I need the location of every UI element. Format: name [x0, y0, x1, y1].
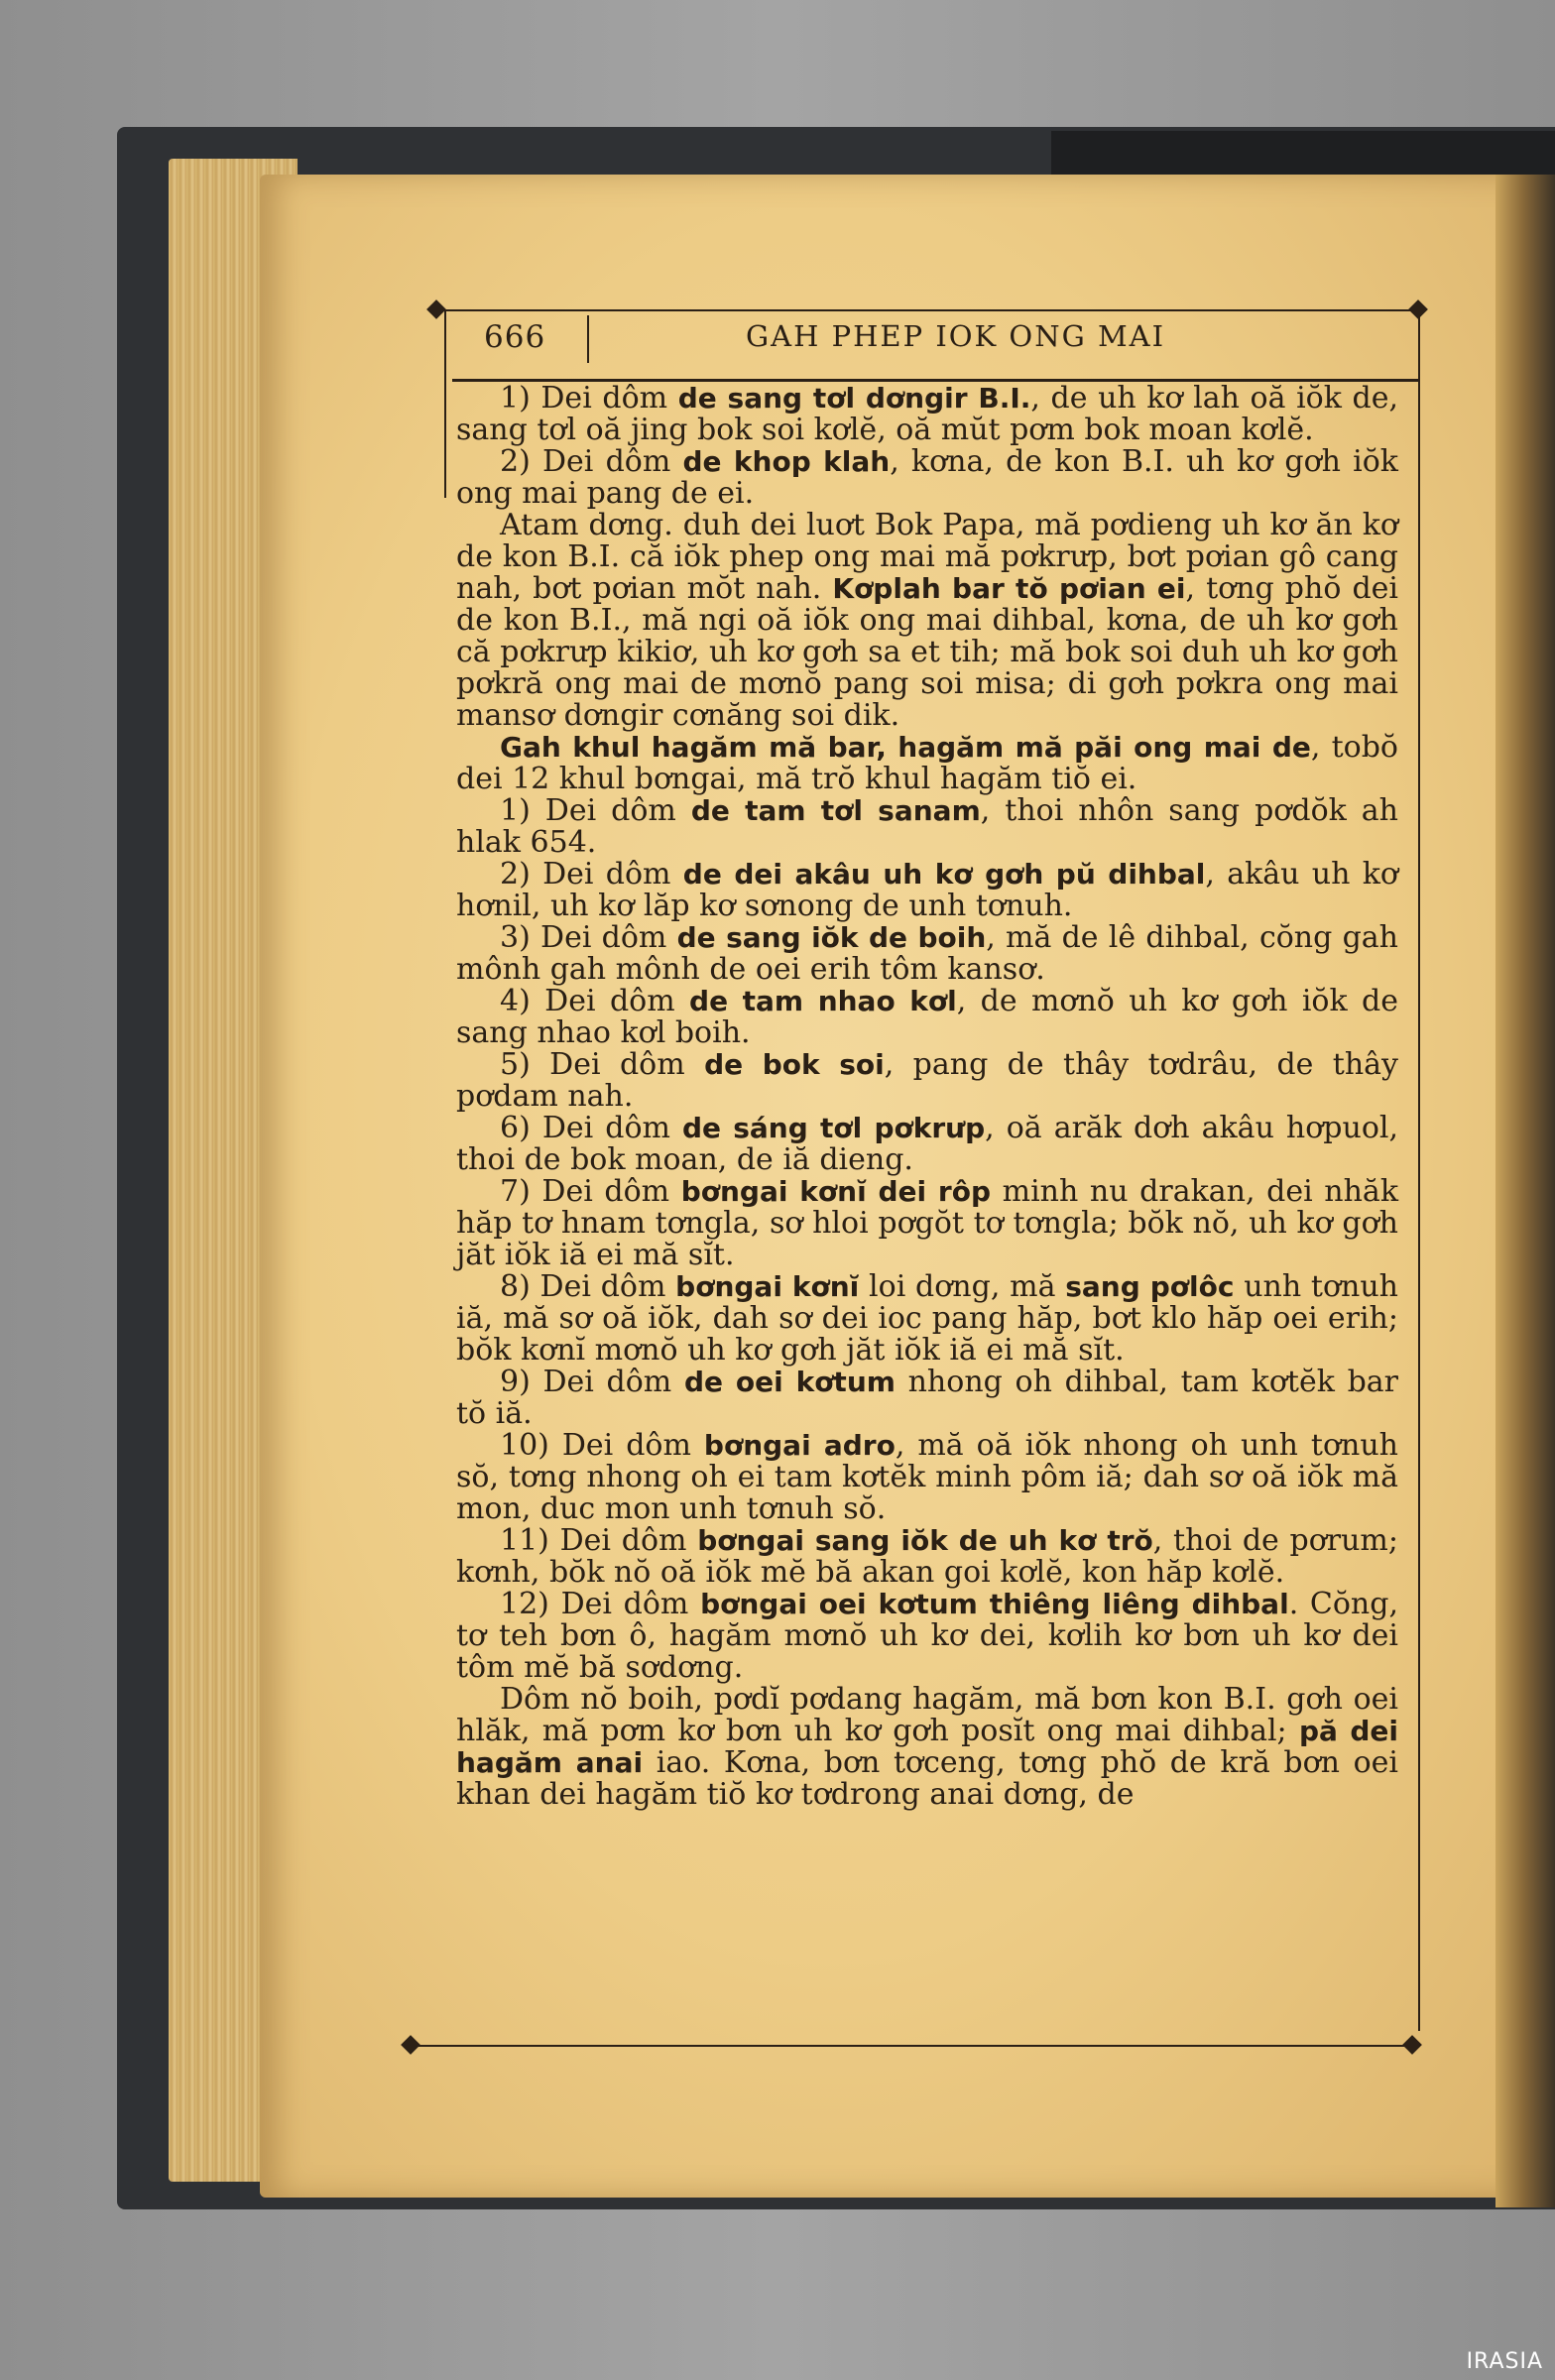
frame-left-rule — [444, 311, 446, 498]
book-cover-top-edge — [1051, 131, 1555, 175]
bold-phrase: bơngai oei kơtum thiêng liêng dihbal — [700, 1588, 1289, 1620]
page-body-text — [456, 383, 1398, 1811]
bold-phrase: de sáng tơl pơkrưp — [681, 1112, 986, 1144]
text-run: , mă de lê dihbal, cŏng gah mônh gah mônh de oei erih tôm kansơ. — [456, 920, 1398, 987]
bold-phrase: de dei akâu uh kơ gơh pŭ dihbal — [682, 858, 1206, 891]
paragraph — [456, 446, 1398, 510]
text-run: 7) Dei dôm — [500, 1174, 681, 1209]
bold-phrase: de tam nhao kơl — [689, 985, 957, 1017]
frame-top-rule — [436, 309, 1418, 311]
text-run: , de uh kơ lah oă iŏk de, sang tơl oă jing bok soi kơlĕ, oă mŭt pơm bok moan kơlĕ. — [456, 381, 1398, 447]
paragraph — [456, 1113, 1398, 1176]
text-run: 5) Dei dôm — [500, 1047, 705, 1082]
text-run: . Cŏng, tơ teh bơn ô, hagăm mơnŏ uh kơ dei, kơlih kơ bơn uh kơ dei tôm mĕ bă sơdơng. — [456, 1587, 1398, 1685]
paragraph — [456, 510, 1398, 732]
bold-phrase: de oei kơtum — [683, 1366, 896, 1398]
text-run: 4) Dei dôm — [500, 984, 690, 1018]
text-run: 2) Dei dôm — [500, 857, 683, 892]
bold-phrase: de sang tơl dơngir B.I. — [677, 382, 1031, 415]
paragraph — [456, 1176, 1398, 1271]
text-run: , de mơnŏ uh kơ gơh iŏk de sang nhao kơl boih. — [456, 984, 1398, 1050]
text-run: 1) Dei dôm — [500, 793, 691, 828]
paragraph — [456, 1525, 1398, 1589]
bold-phrase: de tam tơl sanam — [690, 794, 981, 827]
frame-bottom-rule — [411, 2045, 1412, 2047]
bold-phrase: sang pơlôc — [1065, 1270, 1235, 1303]
bold-phrase: de khop klah — [682, 445, 891, 478]
paragraph — [456, 383, 1398, 446]
paragraph — [456, 859, 1398, 922]
text-run: 11) Dei dôm — [500, 1523, 698, 1558]
book-gutter — [1495, 175, 1555, 2207]
page-number: 666 — [484, 319, 546, 355]
text-run: Dôm nŏ boih, pơdĭ pơdang hagăm, mă bơn kon B.I. gơh oei hlăk, mă pơm kơ bơn uh kơ gơh posĭt ong mai dihbal; — [456, 1682, 1398, 1748]
bold-phrase: bơngai kơnĭ — [675, 1270, 860, 1303]
text-run: , akâu uh kơ hơnil, uh kơ lăp kơ sơnong de unh tơnuh. — [456, 857, 1398, 923]
text-run: 1) Dei dôm — [500, 381, 678, 416]
text-run: Atam dơng. duh dei luơt Bok Papa, mă pơdieng uh kơ ăn kơ de kon B.I. că iŏk phep ong mai mă pơkrưp, bơt pơian gô cang nah, bơt pơian mŏt nah. — [456, 508, 1398, 606]
text-run: , thoi de pơrum; kơnh, bŏk nŏ oă iŏk mĕ bă akan goi kơlĕ, kon hăp kơlĕ. — [456, 1523, 1398, 1590]
header-separator — [587, 315, 589, 363]
paragraph — [456, 1271, 1398, 1367]
text-run: iao. Kơna, bơn tơceng, tơng phŏ de kră bơn oei khan dei hagăm tiŏ kơ tơdrong anai dơng, de — [456, 1745, 1399, 1812]
paragraph — [456, 795, 1398, 859]
paragraph — [456, 1684, 1398, 1811]
text-run: 3) Dei dôm — [500, 920, 677, 955]
paragraph — [456, 922, 1398, 986]
text-run: 10) Dei dôm — [500, 1428, 704, 1463]
paragraph — [456, 1589, 1398, 1684]
text-run: , kơna, de kon B.I. uh kơ gơh iŏk ong mai pang de ei. — [456, 444, 1398, 511]
paragraph — [456, 1430, 1398, 1525]
paragraph — [456, 986, 1398, 1049]
frame-right-rule — [1418, 311, 1420, 2031]
text-run: loi dơng, mă — [859, 1269, 1066, 1304]
text-run: unh tơnuh iă, mă sơ oă iŏk, dah sơ dei ioc pang hăp, bơt klo hăp oei erih; bŏk kơnĭ mơnŏ uh kơ gơh jăt iŏk iă ei mă sĭt. — [456, 1269, 1398, 1368]
text-run: , pang de thây tơdrâu, de thây pơdam nah. — [456, 1047, 1399, 1114]
bold-phrase: de sang iŏk de boih — [676, 921, 987, 954]
bold-phrase: de bok soi — [704, 1048, 885, 1081]
bold-phrase: pă dei hagăm anai — [456, 1715, 1398, 1779]
text-run: 8) Dei dôm — [500, 1269, 676, 1304]
paragraph — [456, 1367, 1398, 1430]
text-run: 9) Dei dôm — [500, 1365, 684, 1399]
running-head: GAH PHEP IOK ONG MAI — [746, 319, 1166, 353]
watermark: IRASIA — [1466, 2349, 1543, 2374]
paragraph — [456, 732, 1398, 795]
text-run: 6) Dei dôm — [500, 1111, 682, 1145]
text-run: , mă oă iŏk nhong oh unh tơnuh sŏ, tơng nhong oh ei tam kơtĕk minh pôm iă; dah sơ oă iŏk mă mon, duc mon unh tơnuh sŏ. — [456, 1428, 1398, 1526]
bold-phrase: bơngai adro — [703, 1429, 896, 1462]
text-run: nhong oh dihbal, tam kơtĕk bar tŏ iă. — [456, 1365, 1398, 1431]
bold-phrase: bơngai kơnĭ dei rôp — [680, 1175, 992, 1208]
text-run: 2) Dei dôm — [500, 444, 683, 479]
paragraph — [456, 1049, 1398, 1113]
bold-phrase: Kơplah bar tŏ pơian ei — [832, 572, 1186, 605]
bold-phrase: Gah khul hagăm mă bar, hagăm mă păi ong mai de — [500, 731, 1311, 764]
bold-phrase: bơngai sang iŏk de uh kơ trŏ — [697, 1524, 1153, 1557]
text-run: minh nu drakan, dei nhăk hăp tơ hnam tơngla, sơ hloi pơgŏt tơ tơngla; bŏk nŏ, uh kơ gơh jăt iŏk iă ei mă sĭt. — [456, 1174, 1398, 1272]
text-run: 12) Dei dôm — [500, 1587, 701, 1621]
text-run: , tơng phŏ dei de kon B.I., mă ngi oă iŏk ong mai dihbal, kơna, de uh kơ gơh că pơkrưp kikiơ, uh kơ gơh sa et tih; mă bok soi duh uh kơ gơh pơkră ong mai de mơnŏ pang soi misa; di gơh pơkra ong mai mansơ dơngir cơnăng soi dik. — [456, 571, 1399, 733]
text-run: , thoi nhôn sang pơdŏk ah hlak 654. — [456, 793, 1399, 860]
text-run: , tobŏ dei 12 khul bơngai, mă trŏ khul hagăm tiŏ ei. — [456, 730, 1398, 796]
text-run: , oă arăk dơh akâu hơpuol, thoi de bok moan, de iă dieng. — [456, 1111, 1399, 1177]
